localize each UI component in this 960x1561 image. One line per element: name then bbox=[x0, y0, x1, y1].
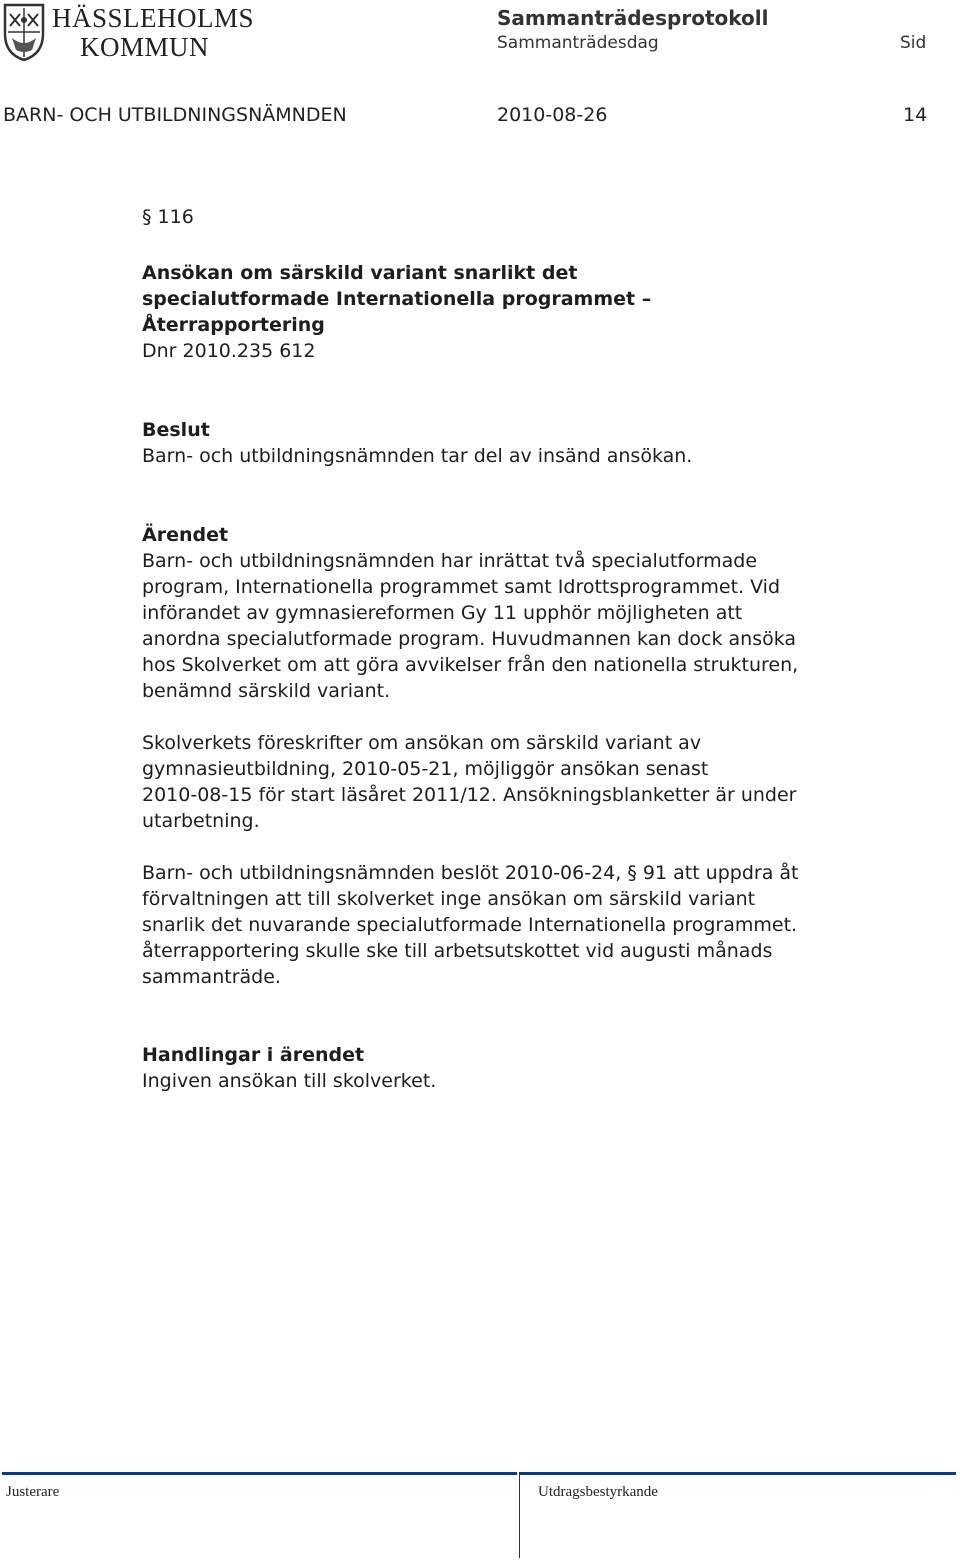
section-title-line: Ansökan om särskild variant snarlikt det bbox=[142, 262, 578, 284]
section-title bbox=[142, 260, 932, 338]
page-label: Sid bbox=[900, 33, 927, 53]
footer-rule-right bbox=[519, 1472, 956, 1475]
arendet-paragraph-2 bbox=[142, 730, 932, 834]
protocol-body bbox=[142, 204, 932, 1094]
meeting-day-label: Sammanträdesdag bbox=[497, 33, 659, 53]
text-line: program, Internationella programmet samt Idrottsprogrammet. Vid bbox=[142, 576, 781, 598]
section-title-line: specialutformade Internationella programmet – bbox=[142, 288, 652, 310]
municipality-logo bbox=[2, 2, 255, 64]
text-line: hos Skolverket om att göra avvikelser från den nationella strukturen, bbox=[142, 654, 799, 676]
arendet-paragraph-1 bbox=[142, 548, 932, 704]
text-line: förvaltningen att till skolverket inge ansökan om särskild variant bbox=[142, 888, 756, 910]
text-line: benämnd särskild variant. bbox=[142, 680, 391, 702]
logo-text-line1: HÄSSLEHOLMS bbox=[52, 3, 255, 33]
beslut-heading: Beslut bbox=[142, 419, 210, 441]
text-line: Barn- och utbildningsnämnden beslöt 2010-06-24, § 91 att uppdra åt bbox=[142, 862, 799, 884]
arendet-paragraph-3 bbox=[142, 860, 932, 990]
document-title: Sammanträdesprotokoll bbox=[497, 6, 769, 30]
handlingar-heading: Handlingar i ärendet bbox=[142, 1044, 365, 1066]
text-line: utarbetning. bbox=[142, 810, 260, 832]
section-title-line: Återrapportering bbox=[142, 314, 325, 336]
diary-number: Dnr 2010.235 612 bbox=[142, 340, 316, 362]
committee-name: BARN- OCH UTBILDNINGSNÄMNDEN bbox=[3, 104, 347, 126]
logo-text-line2: KOMMUN bbox=[80, 32, 210, 62]
handlingar-text: Ingiven ansökan till skolverket. bbox=[142, 1070, 437, 1092]
text-line: sammanträde. bbox=[142, 966, 281, 988]
meeting-date: 2010-08-26 bbox=[497, 104, 608, 126]
text-line: återrapportering skulle ske till arbetsutskottet vid augusti månads bbox=[142, 940, 773, 962]
text-line: Skolverkets föreskrifter om ansökan om särskild variant av bbox=[142, 732, 702, 754]
text-line: införandet av gymnasiereformen Gy 11 upphör möjligheten att bbox=[142, 602, 743, 624]
text-line: gymnasieutbildning, 2010-05-21, möjliggör ansökan senast bbox=[142, 758, 709, 780]
text-line: anordna specialutformade program. Huvudmannen kan dock ansöka bbox=[142, 628, 797, 650]
text-line: snarlik det nuvarande specialutformade Internationella programmet. bbox=[142, 914, 798, 936]
footer-divider bbox=[519, 1474, 520, 1558]
text-line: 2010-08-15 för start läsåret 2011/12. Ansökningsblanketter är under bbox=[142, 784, 797, 806]
paragraph-reference: § 116 bbox=[142, 206, 194, 228]
coat-of-arms-icon bbox=[2, 2, 46, 62]
arendet-heading: Ärendet bbox=[142, 524, 229, 546]
justerare-label: Justerare bbox=[6, 1484, 60, 1500]
beslut-text: Barn- och utbildningsnämnden tar del av insänd ansökan. bbox=[142, 445, 693, 467]
text-line: Barn- och utbildningsnämnden har inrättat två specialutformade bbox=[142, 550, 758, 572]
footer-rule-left bbox=[2, 1472, 517, 1475]
page-number: 14 bbox=[903, 104, 928, 126]
utdragsbestyrkande-label: Utdragsbestyrkande bbox=[538, 1484, 658, 1500]
